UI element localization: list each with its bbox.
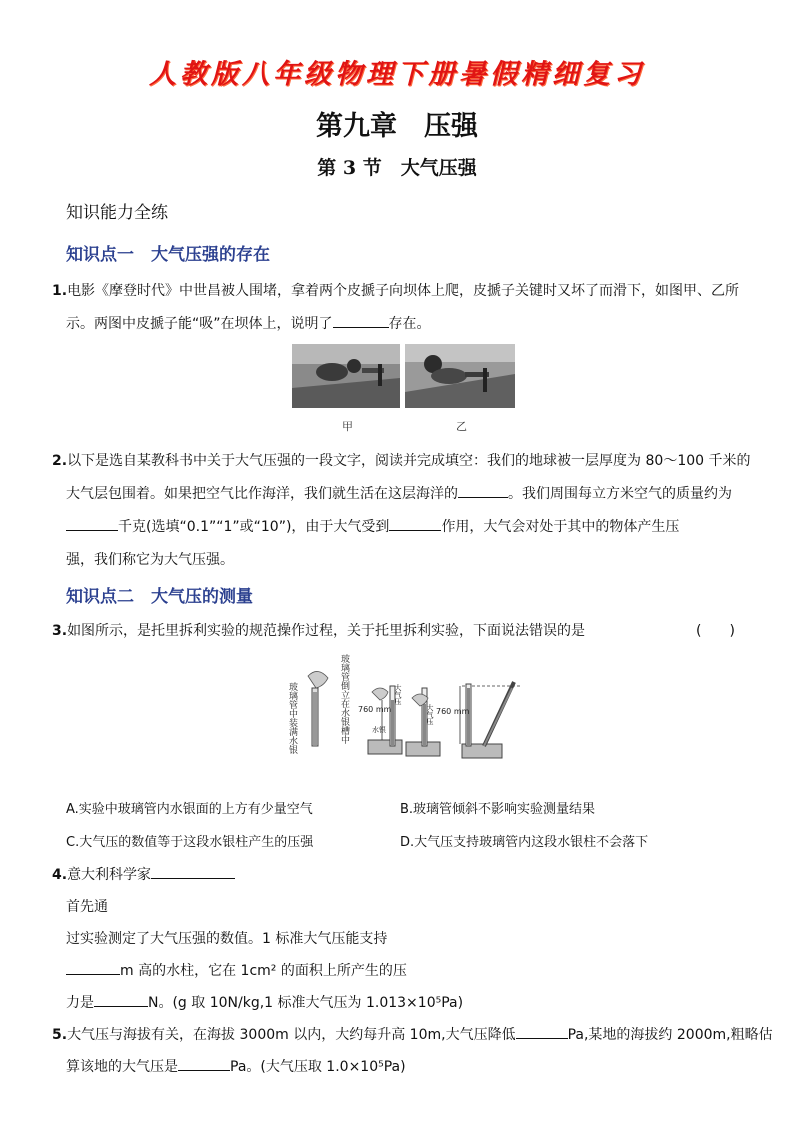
q3-line1: 3.如图所示，是托里拆利实验的规范操作过程，关于托里拆利实验，下面说法错误的是 (52, 623, 586, 639)
q4-blank-2[interactable] (66, 960, 120, 975)
caption-jia: 甲 (342, 420, 353, 433)
q5-number: 5. (52, 1027, 68, 1043)
q4-line5: 力是 N。(g 取 10N/kg,1 标准大气压为 1.013×10⁵Pa) (66, 992, 463, 1012)
section-title: 第 3 节 大气压强 (317, 157, 477, 179)
torricelli-figure (286, 648, 536, 788)
q4-line4: m 高的水柱，它在 1cm² 的面积上所产生的压 (66, 960, 407, 980)
q2-number: 2. (52, 453, 68, 469)
q3-answer-bracket[interactable]: ( ) (696, 623, 735, 639)
q3-option-d[interactable]: D.大气压支持玻璃管内这段水银柱不会落下 (400, 835, 649, 850)
fig-mercury: 水银 (372, 726, 386, 734)
header-banner: 人教版八年级物理下册暑假精细复习 (149, 59, 645, 90)
q5-line1: 5.大气压与海拔有关，在海拔 3000m 以内，大约每升高 10m,大气压降低 Pa,某地的海拔约 2000m,粗略估 (52, 1024, 773, 1044)
photo-jia (292, 344, 400, 408)
q4-line1: 4.意大利科学家 (52, 864, 235, 884)
q2-line4: 强，我们称它为大气压强。 (66, 552, 234, 568)
fig-atm-a: 大气压 (394, 684, 402, 705)
q4-blank-3[interactable] (94, 992, 148, 1007)
practice-heading: 知识能力全练 (66, 203, 168, 223)
fig-760-a: 760 mm (358, 705, 392, 714)
q5-blank-2[interactable] (178, 1056, 230, 1071)
q3-option-b[interactable]: B.玻璃管倾斜不影响实验测量结果 (400, 802, 596, 817)
photo-yi (405, 344, 515, 408)
caption-yi: 乙 (456, 420, 467, 433)
q1-number: 1. (52, 283, 68, 299)
q2-line1: 2.以下是选自某教科书中关于大气压强的一段文字，阅读并完成填空：我们的地球被一层厚度为 80～100 千米的 (52, 453, 751, 469)
fig-label-invert: 玻璃管倒立在水银槽中 (339, 654, 349, 744)
q5-line2: 算该地的大气压是 Pa。(大气压取 1.0×10⁵Pa) (66, 1056, 406, 1076)
q4-line2: 首先通 (66, 899, 108, 915)
q4-line3: 过实验测定了大气压强的数值。1 标准大气压能支持 (66, 931, 388, 947)
q4-number: 4. (52, 867, 68, 883)
q1-line1: 1.电影《摩登时代》中世昌被人围堵，拿着两个皮搋子向坝体上爬，皮搋子关键时又坏了而滑下，如图甲、乙所 (52, 283, 740, 299)
q3-number: 3. (52, 623, 68, 639)
q2-blank-3[interactable] (389, 516, 441, 531)
q2-line3: 千克(选填“0.1”“1”或“10”)，由于大气受到 作用，大气会对处于其中的物体产生压 (66, 516, 679, 536)
q1-line2: 示。两图中皮搋子能“吸”在坝体上，说明了 存在。 (66, 313, 431, 333)
q2-line2: 大气层包围着。如果把空气比作海洋，我们就生活在这层海洋的 。我们周围每立方米空气的质量约为 (66, 483, 732, 503)
q5-blank-1[interactable] (516, 1024, 568, 1039)
q1-blank[interactable] (333, 313, 389, 328)
fig-760-b: 760 mm (436, 707, 470, 716)
q4-blank-1[interactable] (151, 864, 235, 879)
knowledge-point-1-heading: 知识点一 大气压强的存在 (66, 245, 270, 265)
fig-atm-b: 大气压 (426, 704, 434, 725)
q3-option-c[interactable]: C.大气压的数值等于这段水银柱产生的压强 (66, 835, 314, 850)
fig-label-fill: 玻璃管中装满水银 (287, 682, 297, 754)
q3-option-a[interactable]: A.实验中玻璃管内水银面的上方有少量空气 (66, 802, 313, 817)
q2-blank-2[interactable] (66, 516, 118, 531)
q2-blank-1[interactable] (458, 483, 508, 498)
knowledge-point-2-heading: 知识点二 大气压的测量 (66, 587, 253, 607)
chapter-title: 第九章 压强 (316, 111, 478, 142)
